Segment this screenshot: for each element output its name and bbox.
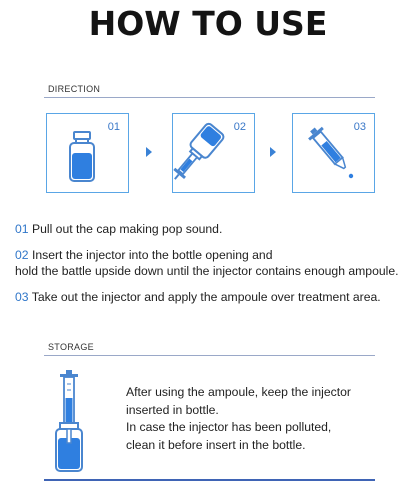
bottom-rule xyxy=(44,479,375,481)
arrow-right-icon xyxy=(270,147,276,157)
storage-rule xyxy=(44,355,375,356)
instruction-text-1: Pull out the cap making pop sound. xyxy=(31,222,223,236)
step-box-1 xyxy=(46,113,129,193)
storage-line-1: After using the ampoule, keep the injector xyxy=(126,385,351,399)
storage-label: STORAGE xyxy=(48,342,94,352)
storage-text xyxy=(126,384,351,454)
instruction-text-2a: Insert the injector into the bottle opening and xyxy=(31,248,273,262)
step-number-1: 01 xyxy=(107,121,120,133)
arrow-right-icon xyxy=(146,147,152,157)
step-number-3: 03 xyxy=(353,121,366,133)
storage-line-2: inserted in bottle. xyxy=(126,402,219,417)
instruction-1 xyxy=(15,221,222,237)
direction-label: DIRECTION xyxy=(48,84,101,94)
instruction-text-2b: hold the battle upside down until the injector contains enough ampoule. xyxy=(15,264,399,278)
step-box-2 xyxy=(172,113,255,193)
instruction-number-1: 01 xyxy=(15,222,29,236)
step-box-3 xyxy=(292,113,375,193)
instruction-number-2: 02 xyxy=(15,248,29,262)
step-number-2: 02 xyxy=(233,121,246,133)
instruction-number-3: 03 xyxy=(15,290,29,304)
instruction-text-3: Take out the injector and apply the ampoule over treatment area. xyxy=(31,290,381,304)
instruction-2-cont xyxy=(15,263,399,279)
direction-rule xyxy=(44,97,375,98)
instruction-2 xyxy=(15,247,272,263)
page-title: HOW TO USE xyxy=(88,4,328,43)
injector-stored-in-vial-icon xyxy=(49,368,89,476)
storage-line-4: clean it before insert in the bottle. xyxy=(126,437,306,452)
storage-line-3: In case the injector has been polluted, xyxy=(126,420,332,434)
instruction-3 xyxy=(15,289,381,305)
